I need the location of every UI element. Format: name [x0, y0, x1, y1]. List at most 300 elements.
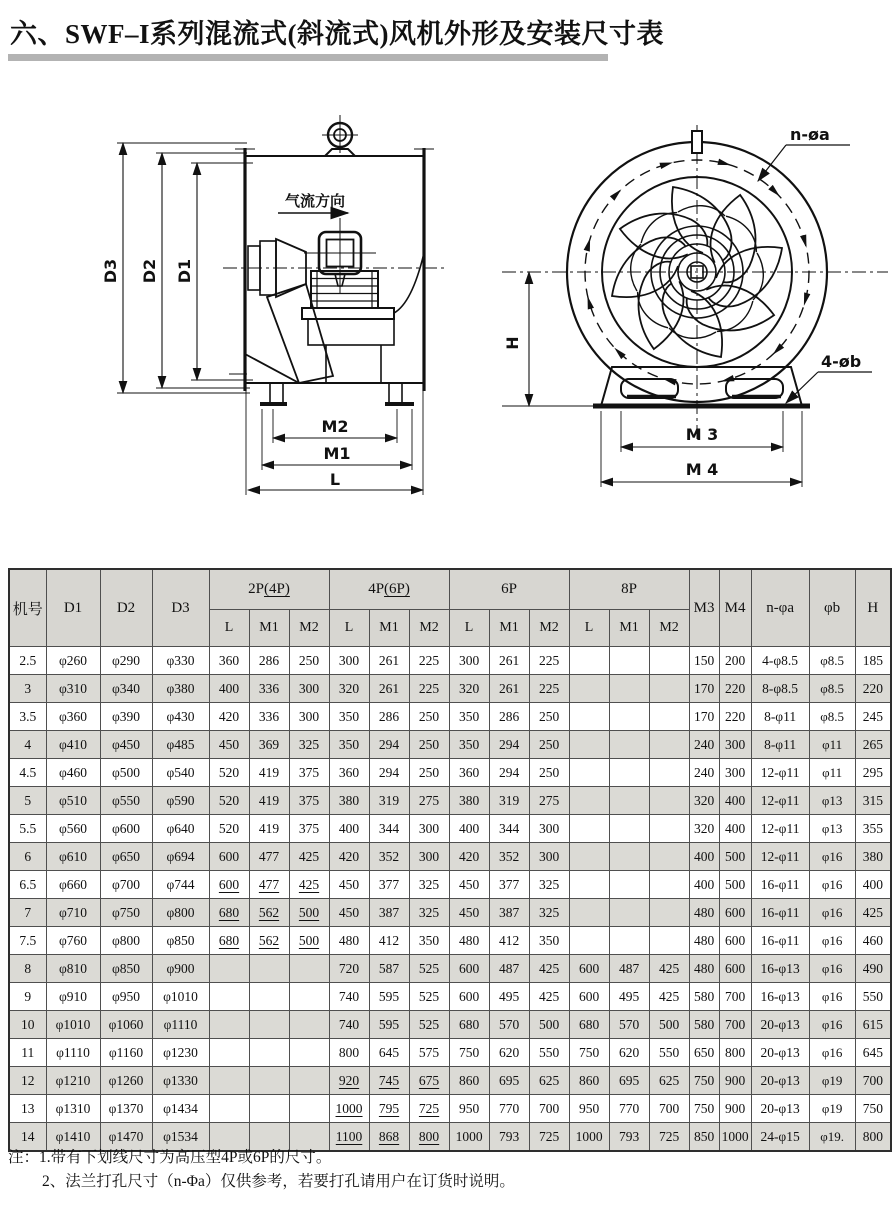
cell-p8: 487 — [609, 955, 649, 983]
cell-p4: 525 — [409, 1011, 449, 1039]
cell-p8 — [569, 787, 609, 815]
cell-p6: 625 — [529, 1067, 569, 1095]
cell-p8 — [609, 787, 649, 815]
group-header-1: 4P(6P) — [329, 569, 449, 610]
cell-p4: 420 — [329, 843, 369, 871]
cell-m3: 850 — [689, 1123, 719, 1152]
cell-m4: 900 — [719, 1095, 751, 1123]
cell-p2: 477 — [249, 843, 289, 871]
cell-p4: 800 — [329, 1039, 369, 1067]
cell-p2: 400 — [209, 675, 249, 703]
cell-diameter: φ650 — [100, 843, 152, 871]
cell-p2: 520 — [209, 759, 249, 787]
cell-p8 — [649, 675, 689, 703]
cell-p2: 500 — [289, 927, 329, 955]
cell-p2: 419 — [249, 787, 289, 815]
cell-diameter: φ260 — [46, 647, 100, 675]
m1-label: M1 — [323, 444, 351, 463]
cell-jihao: 14 — [9, 1123, 46, 1152]
cell-p8: 793 — [609, 1123, 649, 1152]
cell-p8 — [649, 843, 689, 871]
cell-p2: 450 — [209, 731, 249, 759]
cell-diameter: φ694 — [152, 843, 209, 871]
cell-diameter: φ1060 — [100, 1011, 152, 1039]
m2-label: M2 — [321, 417, 349, 436]
cell-p2 — [249, 1067, 289, 1095]
table-row — [9, 871, 891, 899]
cell-p4: 575 — [409, 1039, 449, 1067]
sub-header-m2: M2 — [649, 610, 689, 647]
cell-p4: 1100 — [329, 1123, 369, 1152]
cell-p8 — [609, 815, 649, 843]
cell-p4: 725 — [409, 1095, 449, 1123]
cell-p6: 300 — [449, 647, 489, 675]
cell-jihao: 3 — [9, 675, 46, 703]
cell-p4: 350 — [329, 731, 369, 759]
cell-phi-b: φ16 — [809, 1039, 855, 1067]
cell-p2: 325 — [289, 731, 329, 759]
cell-h: 645 — [855, 1039, 891, 1067]
cell-p6: 275 — [529, 787, 569, 815]
cell-p8: 700 — [649, 1095, 689, 1123]
cell-h: 800 — [855, 1123, 891, 1152]
cell-p4: 261 — [369, 675, 409, 703]
cell-n-phi-a: 12-φ11 — [751, 843, 809, 871]
cell-h: 315 — [855, 787, 891, 815]
cell-p4: 300 — [329, 647, 369, 675]
col-header-m4: M4 — [719, 569, 751, 647]
cell-jihao: 10 — [9, 1011, 46, 1039]
cell-p8 — [569, 815, 609, 843]
table-row — [9, 1095, 891, 1123]
terminal-box-icon — [304, 218, 376, 293]
cell-p8: 570 — [609, 1011, 649, 1039]
title-underline-bar — [8, 54, 608, 61]
cell-p2 — [289, 1067, 329, 1095]
m3-label: M 3 — [685, 425, 719, 444]
cell-m3: 580 — [689, 983, 719, 1011]
cell-h: 355 — [855, 815, 891, 843]
cell-diameter: φ1010 — [46, 1011, 100, 1039]
cell-p2: 360 — [209, 647, 249, 675]
cell-diameter: φ510 — [46, 787, 100, 815]
cell-p6: 950 — [449, 1095, 489, 1123]
cell-p8: 600 — [569, 983, 609, 1011]
cell-p6: 319 — [489, 787, 529, 815]
dimension-table — [8, 568, 892, 1152]
cell-p4: 225 — [409, 647, 449, 675]
dimension-table-container — [8, 568, 892, 1152]
cell-p4: 868 — [369, 1123, 409, 1152]
cell-p2: 336 — [249, 703, 289, 731]
cell-diameter: φ330 — [152, 647, 209, 675]
cell-diameter: φ560 — [46, 815, 100, 843]
col-header-jihao: 机号 — [9, 569, 46, 647]
cell-p2: 562 — [249, 927, 289, 955]
cell-n-phi-a: 8-φ11 — [751, 703, 809, 731]
cell-jihao: 6 — [9, 843, 46, 871]
cell-p2: 520 — [209, 815, 249, 843]
table-row — [9, 815, 891, 843]
cell-p2: 562 — [249, 899, 289, 927]
cell-p6: 620 — [489, 1039, 529, 1067]
cell-p6: 1000 — [449, 1123, 489, 1152]
cell-p4: 325 — [409, 871, 449, 899]
cell-p4: 675 — [409, 1067, 449, 1095]
cell-p8: 695 — [609, 1067, 649, 1095]
cell-p8: 725 — [649, 1123, 689, 1152]
m4-label: M 4 — [685, 460, 719, 479]
cell-p6: 600 — [449, 955, 489, 983]
cell-p8 — [649, 927, 689, 955]
cell-p6: 380 — [449, 787, 489, 815]
cell-phi-b: φ8.5 — [809, 647, 855, 675]
cell-p2: 375 — [289, 787, 329, 815]
cell-m4: 400 — [719, 787, 751, 815]
cell-m3: 320 — [689, 815, 719, 843]
cell-p2 — [209, 1067, 249, 1095]
cell-p6: 450 — [449, 871, 489, 899]
cell-p4: 450 — [329, 899, 369, 927]
cell-m3: 400 — [689, 871, 719, 899]
cell-diameter: φ1330 — [152, 1067, 209, 1095]
cell-p2 — [209, 983, 249, 1011]
four-phi-b-leader — [786, 372, 818, 403]
four-phi-b-label: 4-øb — [821, 352, 862, 371]
sub-header-m1: M1 — [609, 610, 649, 647]
eyebolt-icon — [322, 115, 358, 156]
cell-p4: 450 — [329, 871, 369, 899]
cell-diameter: φ640 — [152, 815, 209, 843]
cell-phi-b: φ16 — [809, 1011, 855, 1039]
cell-p8: 425 — [649, 983, 689, 1011]
cell-n-phi-a: 12-φ11 — [751, 815, 809, 843]
table-row — [9, 675, 891, 703]
cell-p2: 425 — [289, 871, 329, 899]
table-row — [9, 899, 891, 927]
cell-jihao: 5 — [9, 787, 46, 815]
cell-diameter: φ550 — [100, 787, 152, 815]
cell-p6: 487 — [489, 955, 529, 983]
cell-diameter: φ1110 — [152, 1011, 209, 1039]
cell-p6: 412 — [489, 927, 529, 955]
sub-header-l: L — [329, 610, 369, 647]
cell-p4: 275 — [409, 787, 449, 815]
note-prefix: 注： — [8, 1149, 40, 1166]
cell-p8: 500 — [649, 1011, 689, 1039]
cell-p6: 350 — [449, 703, 489, 731]
sub-header-m2: M2 — [289, 610, 329, 647]
cell-p2 — [249, 1011, 289, 1039]
cell-p8: 425 — [649, 955, 689, 983]
cell-p4: 800 — [409, 1123, 449, 1152]
cell-p4: 480 — [329, 927, 369, 955]
cell-p8 — [569, 927, 609, 955]
cell-jihao: 13 — [9, 1095, 46, 1123]
cell-h: 615 — [855, 1011, 891, 1039]
cell-phi-b: φ8.5 — [809, 703, 855, 731]
cell-p6: 261 — [489, 647, 529, 675]
n-phi-a-leader — [758, 145, 786, 181]
cell-p4: 325 — [409, 899, 449, 927]
cell-m3: 580 — [689, 1011, 719, 1039]
cell-n-phi-a: 20-φ13 — [751, 1039, 809, 1067]
cell-m4: 300 — [719, 731, 751, 759]
cell-p2: 300 — [289, 675, 329, 703]
cell-h: 425 — [855, 899, 891, 927]
cell-diameter: φ800 — [100, 927, 152, 955]
cell-m4: 400 — [719, 815, 751, 843]
cell-h: 185 — [855, 647, 891, 675]
cell-p2: 520 — [209, 787, 249, 815]
cell-m3: 480 — [689, 955, 719, 983]
cell-p6: 600 — [449, 983, 489, 1011]
cell-phi-b: φ16 — [809, 955, 855, 983]
cell-p8: 750 — [569, 1039, 609, 1067]
cell-p6: 570 — [489, 1011, 529, 1039]
cell-jihao: 4 — [9, 731, 46, 759]
d1-label: D1 — [175, 258, 194, 284]
cell-phi-b: φ19. — [809, 1123, 855, 1152]
cell-diameter: φ700 — [100, 871, 152, 899]
table-row — [9, 731, 891, 759]
cell-p6: 480 — [449, 927, 489, 955]
cell-diameter: φ600 — [100, 815, 152, 843]
cell-p8 — [649, 787, 689, 815]
cell-m3: 480 — [689, 899, 719, 927]
cell-p6: 550 — [529, 1039, 569, 1067]
cell-p6: 450 — [449, 899, 489, 927]
cell-p6: 425 — [529, 983, 569, 1011]
cell-m3: 400 — [689, 843, 719, 871]
group-header-0: 2P(4P) — [209, 569, 329, 610]
cell-p8 — [569, 703, 609, 731]
cell-phi-b: φ16 — [809, 983, 855, 1011]
cell-diameter: φ540 — [152, 759, 209, 787]
cell-diameter: φ450 — [100, 731, 152, 759]
cell-p4: 595 — [369, 983, 409, 1011]
col-header-phi-b: φb — [809, 569, 855, 647]
cell-p8: 625 — [649, 1067, 689, 1095]
cell-phi-b: φ16 — [809, 927, 855, 955]
cell-p6: 680 — [449, 1011, 489, 1039]
cell-diameter: φ710 — [46, 899, 100, 927]
cell-p2: 500 — [289, 899, 329, 927]
cell-diameter: φ410 — [46, 731, 100, 759]
cell-p2 — [289, 955, 329, 983]
cell-diameter: φ950 — [100, 983, 152, 1011]
cell-phi-b: φ16 — [809, 843, 855, 871]
cell-p6: 250 — [529, 759, 569, 787]
table-row — [9, 927, 891, 955]
cell-m4: 300 — [719, 759, 751, 787]
cell-p4: 300 — [409, 815, 449, 843]
cell-p6: 750 — [449, 1039, 489, 1067]
cell-p6: 387 — [489, 899, 529, 927]
sub-header-m2: M2 — [529, 610, 569, 647]
cell-m4: 800 — [719, 1039, 751, 1067]
cell-h: 265 — [855, 731, 891, 759]
group-header-2: 6P — [449, 569, 569, 610]
cell-jihao: 5.5 — [9, 815, 46, 843]
cell-diameter: φ850 — [100, 955, 152, 983]
cell-n-phi-a: 16-φ11 — [751, 899, 809, 927]
cell-diameter: φ800 — [152, 899, 209, 927]
cell-jihao: 11 — [9, 1039, 46, 1067]
cell-m3: 240 — [689, 731, 719, 759]
sub-header-l: L — [209, 610, 249, 647]
cell-h: 750 — [855, 1095, 891, 1123]
table-row — [9, 759, 891, 787]
cell-p4: 645 — [369, 1039, 409, 1067]
cell-p4: 387 — [369, 899, 409, 927]
cell-p4: 587 — [369, 955, 409, 983]
cell-diameter: φ1434 — [152, 1095, 209, 1123]
cell-p4: 412 — [369, 927, 409, 955]
cell-p4: 795 — [369, 1095, 409, 1123]
cell-diameter: φ900 — [152, 955, 209, 983]
table-row — [9, 787, 891, 815]
cell-p4: 320 — [329, 675, 369, 703]
cell-n-phi-a: 20-φ13 — [751, 1095, 809, 1123]
cell-p2 — [249, 1039, 289, 1067]
cell-p8: 550 — [649, 1039, 689, 1067]
cell-p2 — [249, 955, 289, 983]
cell-p2 — [289, 1095, 329, 1123]
cell-p8 — [609, 843, 649, 871]
cell-p6: 360 — [449, 759, 489, 787]
cell-diameter: φ290 — [100, 647, 152, 675]
cell-h: 220 — [855, 675, 891, 703]
cell-p6: 294 — [489, 759, 529, 787]
cell-p8 — [609, 703, 649, 731]
cell-p6: 300 — [529, 815, 569, 843]
cell-p8 — [649, 815, 689, 843]
cell-n-phi-a: 16-φ13 — [751, 983, 809, 1011]
cell-phi-b: φ19 — [809, 1095, 855, 1123]
table-row — [9, 1011, 891, 1039]
cell-diameter: φ1160 — [100, 1039, 152, 1067]
cell-diameter: φ1470 — [100, 1123, 152, 1152]
cell-p4: 294 — [369, 731, 409, 759]
cell-phi-b: φ8.5 — [809, 675, 855, 703]
cell-p4: 377 — [369, 871, 409, 899]
cell-m3: 750 — [689, 1067, 719, 1095]
cell-p8 — [649, 703, 689, 731]
cell-phi-b: φ11 — [809, 759, 855, 787]
cell-diameter: φ660 — [46, 871, 100, 899]
cell-diameter: φ1210 — [46, 1067, 100, 1095]
cell-p8 — [609, 899, 649, 927]
cell-p8 — [569, 871, 609, 899]
cell-h: 490 — [855, 955, 891, 983]
top-bolt-stub — [692, 131, 702, 153]
cell-m4: 220 — [719, 703, 751, 731]
cell-p6: 320 — [449, 675, 489, 703]
fan-front-view-drawing — [490, 95, 894, 525]
cell-p2 — [209, 1011, 249, 1039]
page-title: 六、SWF–I系列混流式(斜流式)风机外形及安装尺寸表 — [10, 19, 664, 49]
cell-p4: 740 — [329, 983, 369, 1011]
col-header-h: H — [855, 569, 891, 647]
cell-p6: 695 — [489, 1067, 529, 1095]
cell-n-phi-a: 12-φ11 — [751, 759, 809, 787]
cell-p8 — [649, 731, 689, 759]
cell-p2: 375 — [289, 815, 329, 843]
cell-p8: 495 — [609, 983, 649, 1011]
cell-m3: 240 — [689, 759, 719, 787]
cell-diameter: φ910 — [46, 983, 100, 1011]
cell-p8: 680 — [569, 1011, 609, 1039]
cell-p8 — [609, 871, 649, 899]
cell-diameter: φ1310 — [46, 1095, 100, 1123]
cell-p8 — [649, 759, 689, 787]
cell-m4: 220 — [719, 675, 751, 703]
cell-m4: 900 — [719, 1067, 751, 1095]
cell-p4: 250 — [409, 731, 449, 759]
cell-p6: 377 — [489, 871, 529, 899]
cell-diameter: φ310 — [46, 675, 100, 703]
cell-m3: 150 — [689, 647, 719, 675]
airflow-direction-label: 气流方向 — [284, 194, 346, 210]
cell-p4: 261 — [369, 647, 409, 675]
h-label: H — [503, 336, 522, 350]
cell-p8 — [609, 675, 649, 703]
cell-m3: 650 — [689, 1039, 719, 1067]
d2-label: D2 — [140, 258, 159, 284]
cell-p8 — [569, 731, 609, 759]
cell-p2: 420 — [209, 703, 249, 731]
cell-p8: 1000 — [569, 1123, 609, 1152]
cell-p4: 350 — [329, 703, 369, 731]
cell-p2: 600 — [209, 843, 249, 871]
sub-header-m1: M1 — [489, 610, 529, 647]
cell-p4: 720 — [329, 955, 369, 983]
cell-p4: 745 — [369, 1067, 409, 1095]
cell-p4: 525 — [409, 983, 449, 1011]
cell-p8 — [649, 647, 689, 675]
cell-p4: 920 — [329, 1067, 369, 1095]
cell-p4: 250 — [409, 759, 449, 787]
cell-p8: 620 — [609, 1039, 649, 1067]
cell-m3: 320 — [689, 787, 719, 815]
col-header-m3: M3 — [689, 569, 719, 647]
col-header-d1: D1 — [46, 569, 100, 647]
cell-p4: 525 — [409, 955, 449, 983]
cell-jihao: 7 — [9, 899, 46, 927]
cell-p2: 680 — [209, 899, 249, 927]
cell-p8: 950 — [569, 1095, 609, 1123]
group-header-3: 8P — [569, 569, 689, 610]
cell-diameter: φ500 — [100, 759, 152, 787]
sub-header-m1: M1 — [249, 610, 289, 647]
cell-p6: 225 — [529, 647, 569, 675]
cell-diameter: φ810 — [46, 955, 100, 983]
cell-diameter: φ430 — [152, 703, 209, 731]
d3-label: D3 — [101, 258, 120, 284]
cell-n-phi-a: 4-φ8.5 — [751, 647, 809, 675]
table-row — [9, 703, 891, 731]
cell-p8 — [609, 731, 649, 759]
cell-n-phi-a: 8-φ8.5 — [751, 675, 809, 703]
sub-header-m2: M2 — [409, 610, 449, 647]
cell-diameter: φ1260 — [100, 1067, 152, 1095]
cell-diameter: φ590 — [152, 787, 209, 815]
table-row — [9, 1067, 891, 1095]
cell-p2: 477 — [249, 871, 289, 899]
cell-p2: 336 — [249, 675, 289, 703]
cell-diameter: φ1370 — [100, 1095, 152, 1123]
